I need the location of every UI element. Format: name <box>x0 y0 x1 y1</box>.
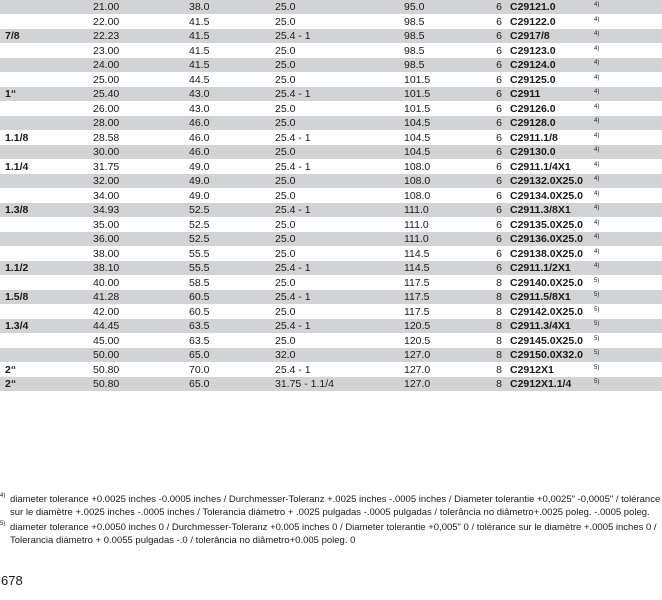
width-cell: 25.0 <box>275 218 296 231</box>
outer-diameter-cell: 63.5 <box>189 320 210 332</box>
bore-diameter-cell: 28.58 <box>93 131 120 144</box>
outer-diameter-cell: 60.5 <box>189 305 210 318</box>
article-number-cell: C29138.0X25.0 <box>510 247 583 260</box>
inch-size-cell: 1.5/8 <box>5 291 29 303</box>
width-cell: 25.0 <box>275 102 296 115</box>
footnote-ref-cell: 4) <box>594 147 600 153</box>
width-cell: 25.0 <box>275 305 296 318</box>
length-cell: 108.0 <box>404 160 431 173</box>
inch-size-cell: 1.3/8 <box>5 204 29 216</box>
length-cell: 98.5 <box>404 44 425 57</box>
bore-diameter-cell: 42.00 <box>93 305 120 318</box>
footnote-ref-cell: 4) <box>594 205 600 211</box>
width-cell: 25.0 <box>275 175 296 187</box>
width-cell: 25.0 <box>275 189 296 202</box>
footnote-ref-cell: 5) <box>594 350 600 356</box>
length-cell: 117.5 <box>404 305 430 318</box>
length-cell: 127.0 <box>404 378 431 390</box>
article-number-cell: C29124.0 <box>510 59 556 71</box>
width-cell: 25.4 - 1 <box>275 291 311 303</box>
width-cell: 25.0 <box>275 334 296 347</box>
footnote-ref-cell: 4) <box>594 16 600 23</box>
quantity-cell: 6 <box>496 15 502 28</box>
length-cell: 104.5 <box>404 117 431 129</box>
bore-diameter-cell: 30.00 <box>93 146 120 158</box>
length-cell: 95.0 <box>404 1 425 13</box>
footnote-ref-cell: 4) <box>594 161 600 168</box>
footnote-ref-cell: 4) <box>594 60 600 66</box>
table-row <box>0 261 662 276</box>
quantity-cell: 6 <box>496 102 502 115</box>
inch-size-cell: 2“ <box>5 363 17 376</box>
footnote-ref-cell: 4) <box>594 176 600 182</box>
outer-diameter-cell: 52.5 <box>189 218 210 231</box>
width-cell: 25.4 - 1 <box>275 204 311 216</box>
article-number-cell: C29128.0 <box>510 117 556 129</box>
footnote-mark: 4) <box>0 493 6 499</box>
quantity-cell: 8 <box>496 349 502 361</box>
table-row <box>0 377 662 392</box>
bore-diameter-cell: 28.00 <box>93 117 120 129</box>
quantity-cell: 8 <box>496 320 502 332</box>
table-row <box>0 145 662 160</box>
outer-diameter-cell: 63.5 <box>189 334 210 347</box>
bore-diameter-cell: 36.00 <box>93 233 120 245</box>
footnote-ref-cell: 5) <box>594 321 600 327</box>
footnote-ref-cell: 4) <box>594 103 600 110</box>
quantity-cell: 8 <box>496 334 502 347</box>
article-number-cell: C29150.0X32.0 <box>510 349 583 361</box>
quantity-cell: 6 <box>496 117 502 129</box>
bore-diameter-cell: 24.00 <box>93 59 120 71</box>
table-row <box>0 348 662 363</box>
inch-size-cell: 2“ <box>5 378 17 390</box>
length-cell: 101.5 <box>404 88 431 100</box>
footnote-text: diameter tolerance +0.0025 inches -0.0005 inches / Durchmesser-Toleranz +.0025 inches -.0005 inches / Diameter tolerantie +0,0025" -0,0005" / tolérance sur le diamètre +.0025 inches -.0005 inches / Tolerancia diámetro + .0025 pulgadas -.0005 pulgadas / tolerância no diâmetro+.0025 poleg. -.0005 poleg. <box>10 494 661 518</box>
article-number-cell: C29121.0 <box>510 1 556 13</box>
table-row <box>0 218 662 233</box>
footnote-ref-cell: 5) <box>594 277 600 284</box>
footnote-ref-cell: 4) <box>594 118 600 124</box>
length-cell: 111.0 <box>404 233 429 245</box>
quantity-cell: 6 <box>496 73 502 86</box>
length-cell: 127.0 <box>404 349 431 361</box>
outer-diameter-cell: 65.0 <box>189 378 210 390</box>
footnote-ref-cell: 4) <box>594 2 600 8</box>
outer-diameter-cell: 55.5 <box>189 247 210 260</box>
outer-diameter-cell: 38.0 <box>189 1 210 13</box>
table-row <box>0 290 662 305</box>
table-row <box>0 189 662 204</box>
length-cell: 114.5 <box>404 247 430 260</box>
quantity-cell: 6 <box>496 218 502 231</box>
table-row <box>0 87 662 102</box>
article-number-cell: C2911.1/8 <box>510 131 558 144</box>
length-cell: 101.5 <box>404 102 431 115</box>
footnote-ref-cell: 5) <box>594 335 600 342</box>
quantity-cell: 6 <box>496 1 502 13</box>
width-cell: 25.4 - 1 <box>275 363 311 376</box>
length-cell: 111.0 <box>404 218 429 231</box>
width-cell: 25.4 - 1 <box>275 160 311 173</box>
bore-diameter-cell: 25.40 <box>93 88 120 100</box>
footnote-ref-cell: 4) <box>594 31 600 37</box>
article-number-cell: C2911.3/4X1 <box>510 320 571 332</box>
table-row <box>0 174 662 189</box>
table-row <box>0 334 662 349</box>
footnote-ref-cell: 5) <box>594 364 600 371</box>
width-cell: 25.4 - 1 <box>275 30 311 42</box>
length-cell: 101.5 <box>404 73 431 86</box>
inch-size-cell: 1.1/2 <box>5 262 29 274</box>
article-number-cell: C29125.0 <box>510 73 556 86</box>
width-cell: 32.0 <box>275 349 296 361</box>
quantity-cell: 6 <box>496 262 502 274</box>
article-number-cell: C29136.0X25.0 <box>510 233 583 245</box>
bore-diameter-cell: 26.00 <box>93 102 120 115</box>
table-row <box>0 305 662 320</box>
article-number-cell: C2912X1.1/4 <box>510 378 572 390</box>
table-row <box>0 116 662 131</box>
outer-diameter-cell: 52.5 <box>189 204 210 216</box>
inch-size-cell: 7/8 <box>5 30 20 42</box>
length-cell: 98.5 <box>404 59 425 71</box>
quantity-cell: 8 <box>496 276 502 289</box>
quantity-cell: 8 <box>496 378 502 390</box>
length-cell: 127.0 <box>404 363 431 376</box>
quantity-cell: 6 <box>496 189 502 202</box>
bore-diameter-cell: 40.00 <box>93 276 120 289</box>
width-cell: 25.4 - 1 <box>275 320 311 332</box>
outer-diameter-cell: 43.0 <box>189 102 210 115</box>
quantity-cell: 6 <box>496 146 502 158</box>
bore-diameter-cell: 34.93 <box>93 204 120 216</box>
article-number-cell: C2911.3/8X1 <box>510 204 571 216</box>
footnote-ref-cell: 4) <box>594 219 600 226</box>
table-row <box>0 0 662 15</box>
length-cell: 114.5 <box>404 262 430 274</box>
article-number-cell: C29145.0X25.0 <box>510 334 583 347</box>
footnote-ref-cell: 4) <box>594 132 600 139</box>
outer-diameter-cell: 58.5 <box>189 276 210 289</box>
footnotes <box>0 494 662 550</box>
outer-diameter-cell: 44.5 <box>189 73 210 86</box>
outer-diameter-cell: 49.0 <box>189 160 210 173</box>
quantity-cell: 6 <box>496 131 502 144</box>
article-number-cell: C2911.5/8X1 <box>510 291 571 303</box>
bore-diameter-cell: 31.75 <box>93 160 120 173</box>
article-number-cell: C2911.1/4X1 <box>510 160 571 173</box>
bore-diameter-cell: 22.23 <box>93 30 120 42</box>
table-row <box>0 58 662 73</box>
bore-diameter-cell: 50.00 <box>93 349 120 361</box>
footnote-mark: 5) <box>0 521 6 527</box>
length-cell: 104.5 <box>404 146 431 158</box>
table-row <box>0 160 662 175</box>
bore-diameter-cell: 35.00 <box>93 218 120 231</box>
length-cell: 117.5 <box>404 276 430 289</box>
length-cell: 104.5 <box>404 131 431 144</box>
table-row <box>0 73 662 88</box>
outer-diameter-cell: 49.0 <box>189 189 210 202</box>
outer-diameter-cell: 41.5 <box>189 30 210 42</box>
width-cell: 25.0 <box>275 44 296 57</box>
length-cell: 117.5 <box>404 291 430 303</box>
table-row <box>0 232 662 247</box>
table-row <box>0 44 662 59</box>
article-number-cell: C29142.0X25.0 <box>510 305 583 318</box>
width-cell: 25.4 - 1 <box>275 131 311 144</box>
footnote-ref-cell: 5) <box>594 292 600 298</box>
outer-diameter-cell: 70.0 <box>189 363 210 376</box>
length-cell: 111.0 <box>404 204 429 216</box>
article-number-cell: C2911.1/2X1 <box>510 262 571 274</box>
outer-diameter-cell: 65.0 <box>189 349 210 361</box>
table-row <box>0 131 662 146</box>
width-cell: 25.0 <box>275 117 296 129</box>
outer-diameter-cell: 41.5 <box>189 44 210 57</box>
quantity-cell: 6 <box>496 160 502 173</box>
article-number-cell: C29134.0X25.0 <box>510 189 583 202</box>
bore-diameter-cell: 44.45 <box>93 320 120 332</box>
inch-size-cell: 1.1/4 <box>5 160 29 173</box>
quantity-cell: 6 <box>496 44 502 57</box>
article-number-cell: C29130.0 <box>510 146 556 158</box>
bore-diameter-cell: 23.00 <box>93 44 120 57</box>
outer-diameter-cell: 41.5 <box>189 15 210 28</box>
footnote <box>0 494 662 519</box>
quantity-cell: 8 <box>496 291 502 303</box>
footnote-ref-cell: 4) <box>594 74 600 81</box>
article-number-cell: C2917/8 <box>510 30 550 42</box>
article-number-cell: C29126.0 <box>510 102 556 115</box>
outer-diameter-cell: 43.0 <box>189 88 210 100</box>
length-cell: 108.0 <box>404 189 431 202</box>
bore-diameter-cell: 32.00 <box>93 175 120 187</box>
width-cell: 25.0 <box>275 73 296 86</box>
inch-size-cell: 1.1/8 <box>5 131 29 144</box>
length-cell: 120.5 <box>404 334 431 347</box>
bore-diameter-cell: 22.00 <box>93 15 120 28</box>
footnote-ref-cell: 4) <box>594 89 600 95</box>
bore-diameter-cell: 50.80 <box>93 378 120 390</box>
bore-diameter-cell: 21.00 <box>93 1 120 13</box>
article-number-cell: C2911 <box>510 88 541 100</box>
width-cell: 25.0 <box>275 146 296 158</box>
footnote-ref-cell: 5) <box>594 306 600 313</box>
article-number-cell: C29122.0 <box>510 15 556 28</box>
quantity-cell: 6 <box>496 247 502 260</box>
table-row <box>0 203 662 218</box>
width-cell: 25.4 - 1 <box>275 262 311 274</box>
quantity-cell: 6 <box>496 59 502 71</box>
article-number-cell: C2912X1 <box>510 363 554 376</box>
footnote-text: diameter tolerance +0.0050 inches 0 / Durchmesser-Toleranz +0.005 inches 0 / Diameter tolerantie +0,005" 0 / tolérance sur le diamètre +.0005 inches 0 / Tolerancia diámetro + 0.0055 pulgadas -.0 / tolerância no diâmetro+0.005 poleg. 0 <box>10 522 657 546</box>
bore-diameter-cell: 45.00 <box>93 334 120 347</box>
article-number-cell: C29135.0X25.0 <box>510 218 583 231</box>
outer-diameter-cell: 52.5 <box>189 233 210 245</box>
width-cell: 25.0 <box>275 247 296 260</box>
inch-size-cell: 1“ <box>5 88 17 100</box>
article-number-cell: C29140.0X25.0 <box>510 276 583 289</box>
quantity-cell: 8 <box>496 305 502 318</box>
bore-diameter-cell: 25.00 <box>93 73 120 86</box>
outer-diameter-cell: 41.5 <box>189 59 210 71</box>
outer-diameter-cell: 49.0 <box>189 175 210 187</box>
footnote-ref-cell: 4) <box>594 263 600 269</box>
table-row <box>0 29 662 44</box>
bore-diameter-cell: 38.00 <box>93 247 120 260</box>
outer-diameter-cell: 46.0 <box>189 131 210 144</box>
width-cell: 25.4 - 1 <box>275 88 311 100</box>
bore-diameter-cell: 41.28 <box>93 291 120 303</box>
footnote-ref-cell: 4) <box>594 190 600 197</box>
width-cell: 25.0 <box>275 1 296 13</box>
bore-diameter-cell: 34.00 <box>93 189 120 202</box>
inch-size-cell: 1.3/4 <box>5 320 29 332</box>
table-row <box>0 247 662 262</box>
outer-diameter-cell: 46.0 <box>189 117 210 129</box>
quantity-cell: 6 <box>496 88 502 100</box>
width-cell: 25.0 <box>275 233 296 245</box>
width-cell: 25.0 <box>275 59 296 71</box>
outer-diameter-cell: 60.5 <box>189 291 210 303</box>
bore-diameter-cell: 38.10 <box>93 262 120 274</box>
quantity-cell: 8 <box>496 363 502 376</box>
footnote-ref-cell: 4) <box>594 234 600 240</box>
footnote <box>0 522 662 547</box>
footnote-ref-cell: 4) <box>594 45 600 52</box>
outer-diameter-cell: 55.5 <box>189 262 210 274</box>
width-cell: 25.0 <box>275 15 296 28</box>
bore-diameter-cell: 50.80 <box>93 363 120 376</box>
footnote-ref-cell: 5) <box>594 379 600 385</box>
width-cell: 25.0 <box>275 276 296 289</box>
table-row <box>0 15 662 30</box>
quantity-cell: 6 <box>496 204 502 216</box>
outer-diameter-cell: 46.0 <box>189 146 210 158</box>
width-cell: 31.75 - 1.1/4 <box>275 378 334 390</box>
page-number: 678 <box>1 573 23 588</box>
quantity-cell: 6 <box>496 175 502 187</box>
length-cell: 108.0 <box>404 175 431 187</box>
article-number-cell: C29123.0 <box>510 44 556 57</box>
table-row <box>0 276 662 291</box>
length-cell: 98.5 <box>404 30 425 42</box>
table-row <box>0 319 662 334</box>
length-cell: 120.5 <box>404 320 431 332</box>
table-row <box>0 363 662 378</box>
quantity-cell: 6 <box>496 30 502 42</box>
table-row <box>0 102 662 117</box>
quantity-cell: 6 <box>496 233 502 245</box>
article-number-cell: C29132.0X25.0 <box>510 175 583 187</box>
length-cell: 98.5 <box>404 15 425 28</box>
footnote-ref-cell: 4) <box>594 248 600 255</box>
